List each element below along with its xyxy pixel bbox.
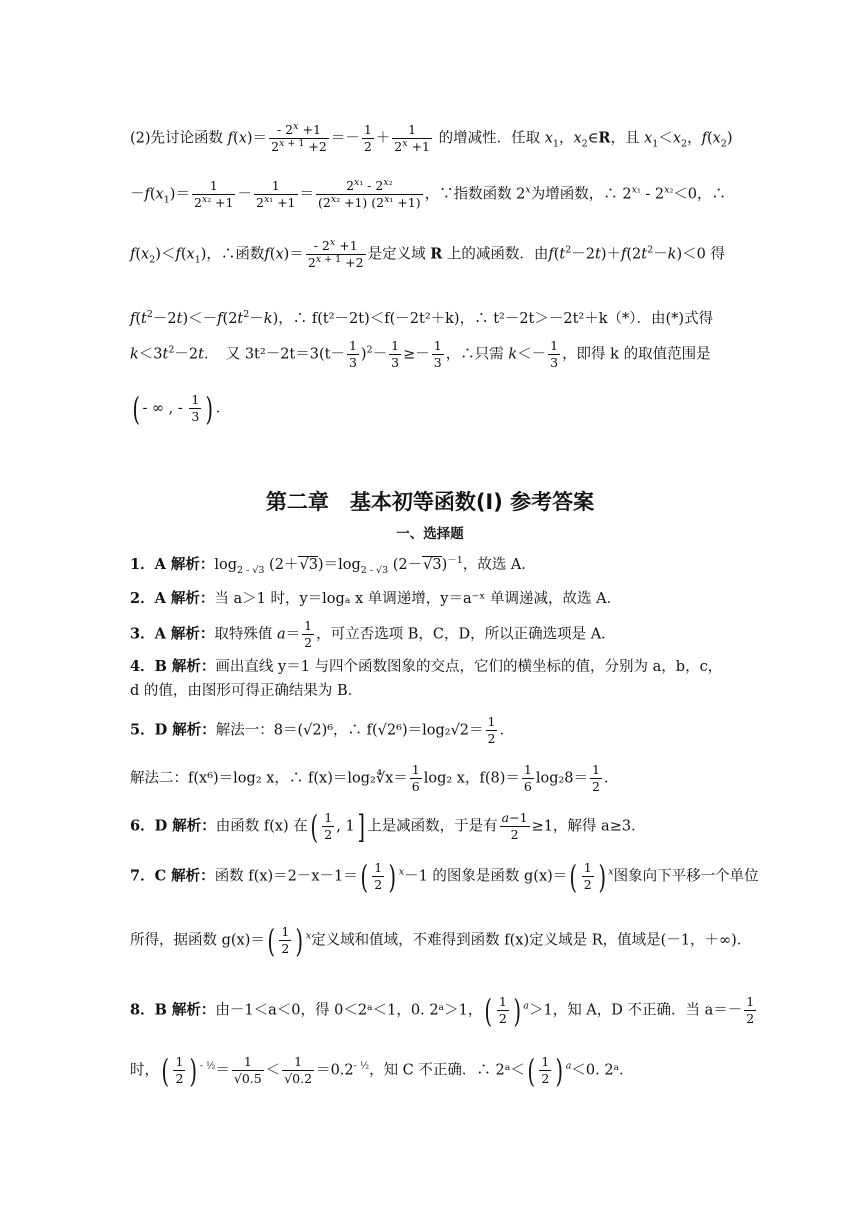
text: 取特殊值 (214, 626, 273, 643)
text: 解法二：f(x⁶)＝log₂ x，∴ f(x)＝log₂∜x＝ (130, 770, 408, 787)
solution-line-5: $k<3t^2-2t$． 又 3t²－2t＝3(t－ $\frac{1}{3}$ )$^2$－ $\frac{1}{3}$ ≥－ $\frac{1}{3}$ ，∴只需 k＜－ $\frac{1}{3}$ ，即得 k 的取值范围是 (130, 338, 711, 370)
answer-8: 8．B 解析：由－1＜a＜0，得 0＜2ᵃ＜1，0. 2ᵃ＞1，( $\frac{1}{2}$ ) $^a$＞1，知 A，D 不正确．当 a＝－ $\frac{1}{2}$ (130, 991, 755, 1030)
text: 函数 f(x)＝2－x－1＝ (214, 868, 358, 885)
answer-label: 4．B 解析： (130, 658, 216, 675)
text: 又 3t²－2t＝3(t－ (225, 346, 345, 363)
text: 是定义域 (367, 246, 426, 263)
solution-line-1: (2)先讨论函数 f(x)＝ $\frac{- 2^x +1}{2^{x + 1} +2}$ ＝－ $\frac{1}{2}$ ＋ $\frac{1}{2^x +1}$ 的增减性．任取 $x_1$，$x_2\in R$，且 $x_1<x_2$，$f(x_2)$ (130, 120, 733, 154)
text: log₂8＝ (535, 770, 589, 787)
answer-label: 5．D 解析： (130, 721, 216, 739)
text: ，故选 A． (462, 557, 536, 573)
answer-4 (130, 656, 730, 678)
text: (2)先讨论函数 (130, 130, 224, 147)
answer-6: 6．D 解析：由函数 f(x) 在( $\frac{1}{2}$ , 1] 上是减函数，于是有 $\frac{a-1}{2}$ ≥1，解得 a≥3． (130, 807, 646, 846)
text: －1 的图象是函数 g(x)＝ (404, 868, 568, 885)
text: ，可立否选项 B，C，D，所以正确选项是 A． (316, 626, 616, 643)
text: ，∵指数函数 2 (424, 186, 526, 203)
text: 时， (130, 1062, 159, 1079)
solution-line-3: $f(x_2)<f(x_1)$，∴函数f(x)＝ $\frac{- 2^x +1}{2^{x + 1} +2}$ 是定义域 R 上的减函数．由$f(t^2-2t)+f(2t^2-k)<0$ 得 (130, 236, 725, 270)
section-title: 一、选择题 (396, 526, 464, 542)
text: 解法一：8＝(√2)⁶，∴ f(√2⁶)＝log₂√2＝ (215, 722, 484, 739)
answer-4-cont (130, 680, 730, 702)
text: ，即得 k 的取值范围是 (562, 346, 711, 363)
text: ，且 (610, 130, 640, 147)
text: ，∴函数 (206, 246, 265, 263)
text: ＜0. 2ᵃ． (571, 1062, 634, 1079)
answer-label: 3．A 解析： (130, 625, 215, 643)
solution-line-2: $-f(x_1)=$ $\frac{1}{2^{x_2} +1}$ － $\frac{1}{2^{x_1} +1}$ ＝ $\frac{2^{x_1} - 2^{x_2}}{(2^{x_2} +1) (2^{x_1} +1)}$ ，∵指数函数 2$^x$为增函数，∴ $2^{x_1} - 2^{x_2}<0$，∴ (130, 176, 727, 210)
text: ＜0，∴ (673, 186, 727, 203)
answer-2 (130, 588, 730, 610)
solution-line-6: ( - ∞ , - $\frac{1}{3}$ ) ． (132, 389, 231, 428)
text: 上是减函数，于是有 (367, 818, 498, 835)
answer-1: 1．A 解析：$\log_{2 - √3} (2+√3)=\log_{2 - √3}$ $(2-√3)^{-1}$，故选 A． (130, 555, 536, 576)
answer-label: 8．B 解析： (130, 1001, 216, 1019)
text: ＜0 得 (682, 246, 725, 263)
answer-label: 1．A 解析： (130, 556, 215, 573)
answer-8-cont: 时，( $\frac{1}{2}$ ) $^{- \frac{1}{2}}$＝ $\frac{1}{√0.5}$ ＜ $\frac{1}{√0.2}$ $=0.2^{- \frac{1}{2}}$，知 C 不正确．∴ 2ᵃ＜( $\frac{1}{2}$ ) $^a$＜0. 2ᵃ． (130, 1051, 634, 1090)
text: 图象向下平移一个单位 (613, 868, 759, 885)
text: 的增减性．任取 (438, 130, 541, 147)
text: 所得，据函数 g(x)＝ (130, 932, 265, 949)
answer-3: 3．A 解析：取特殊值 a＝ $\frac{1}{2}$ ，可立否选项 B，C，D，所以正确选项是 A． (130, 618, 616, 650)
text: ，∴只需 (445, 346, 504, 363)
answer-label: 7．C 解析： (130, 867, 215, 885)
answer-label: 6．D 解析： (130, 817, 216, 835)
chapter-title: 第二章 基本初等函数(Ⅰ) 参考答案 (265, 490, 595, 514)
text: ． (215, 400, 231, 417)
text: ，知 C 不正确．∴ 2ᵃ＜ (369, 1062, 525, 1079)
text: 上的减函数．由 (446, 246, 549, 263)
text: 当 a＞1 时，y＝logₐ x 单调递增，y＝a⁻ˣ 单调递减，故选 A． (214, 591, 622, 607)
text: 由－1＜a＜0，得 0＜2ᵃ＜1，0. 2ᵃ＞1， (215, 1002, 483, 1019)
text: 由函数 f(x) 在 (215, 818, 308, 835)
answer-label: 2．A 解析： (130, 590, 215, 607)
text: ＞1，知 A，D 不正确．当 a＝－ (528, 1002, 743, 1019)
answer-7-cont: 所得，据函数 g(x)＝( $\frac{1}{2}$ ) $^x$定义域和值域，不难得到函数 f(x)定义域是 R，值域是(－1，＋∞)． (130, 921, 752, 960)
text: ，∴ f(t²－2t)＜f(－2t²＋k)，∴ t²－2t＞－2t²＋k（*）．由(*)式得 (278, 311, 714, 327)
text: ≥1，解得 a≥3． (531, 818, 646, 835)
answer-5: 5．D 解析：解法一：8＝(√2)⁶，∴ f(√2⁶)＝log₂√2＝ $\frac{1}{2}$ ． (130, 714, 514, 746)
text: 画出直线 y＝1 与四个函数图象的交点，它们的横坐标的值，分别为 a，b，c， (215, 659, 723, 675)
answer-7: 7．C 解析：函数 f(x)＝2－x－1＝( $\frac{1}{2}$ ) $^x$－1 的图象是函数 g(x)＝( $\frac{1}{2}$ ) $^x$图象向下平移一个单位 (130, 857, 759, 896)
text: 为增函数，∴ (530, 186, 618, 203)
text: log₂ x，f(8)＝ (423, 770, 520, 787)
answer-5-method-2: 解法二：f(x⁶)＝log₂ x，∴ f(x)＝log₂∜x＝ $\frac{1}{6}$ log₂ x，f(8)＝ $\frac{1}{6}$ log₂8＝ $\frac{1}{2}$ ． (130, 762, 619, 794)
text: d 的值，由图形可得正确结果为 B． (130, 683, 363, 699)
text: 定义域和值域，不难得到函数 f(x)定义域是 R，值域是(－1，＋∞)． (311, 932, 752, 949)
solution-line-4: $f(t^2-2t)<-f(2t^2-k)$，∴ f(t²－2t)＜f(－2t²＋k)，∴ t²－2t＞－2t²＋k（*）．由(*)式得 (130, 309, 714, 327)
